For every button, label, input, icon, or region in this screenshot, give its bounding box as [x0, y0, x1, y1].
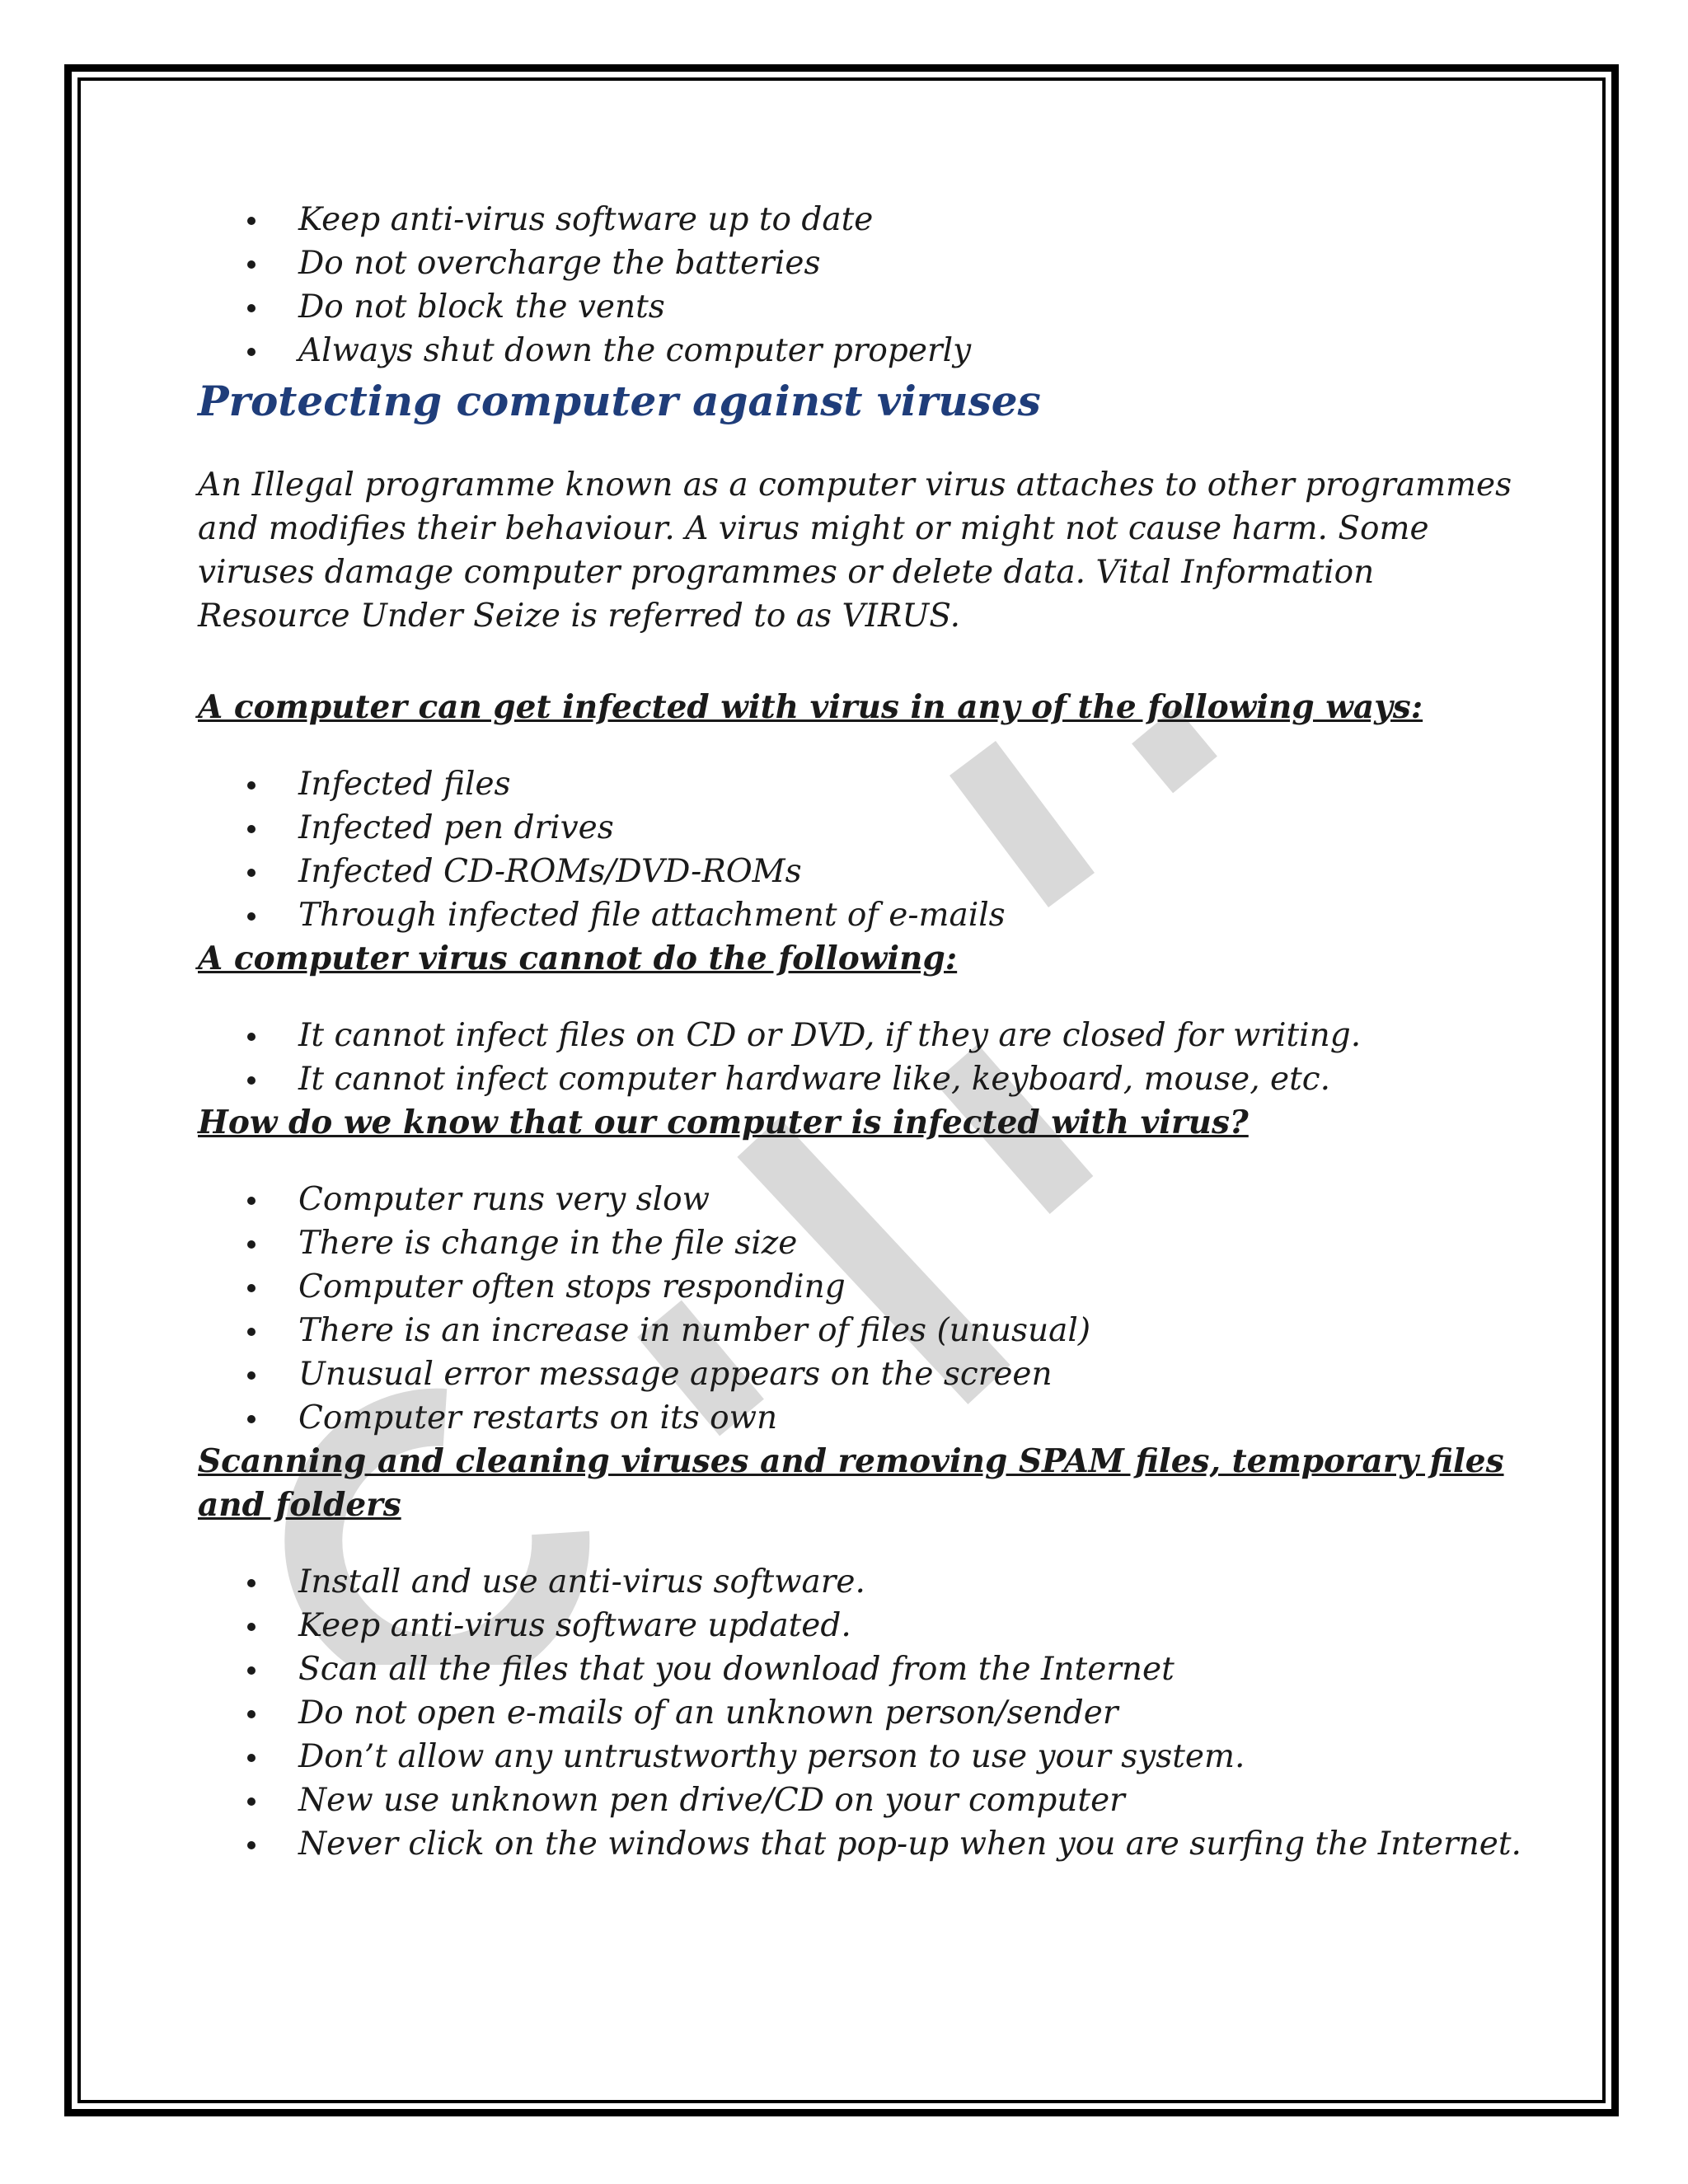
list-item: Don’t allow any untrustworthy person to use your system.	[198, 1735, 1517, 1779]
list-item: Keep anti-virus software up to date	[198, 198, 1517, 241]
bullet-icon	[247, 217, 256, 225]
cannot-do-list	[198, 1014, 1517, 1101]
bullet-icon	[247, 1371, 256, 1380]
list-item: It cannot infect files on CD or DVD, if they are closed for writing.	[198, 1014, 1517, 1057]
list-item: Computer runs very slow	[198, 1178, 1517, 1221]
symptoms-list	[198, 1178, 1517, 1440]
bullet-icon	[247, 781, 256, 790]
list-item: Unusual error message appears on the screen	[198, 1352, 1517, 1396]
list-item: Do not block the vents	[198, 285, 1517, 329]
bullet-icon	[247, 1197, 256, 1205]
list-item: Do not overcharge the batteries	[198, 241, 1517, 285]
bullet-icon	[247, 869, 256, 877]
intro-paragraph: An Illegal programme known as a computer virus attaches to other programmes and modifies their behaviour. A virus might or might not cause harm. Some viruses damage computer programmes or delete data. Vital Information Resource Under Seize is referred to as VIRUS.	[198, 466, 1512, 635]
bullet-icon	[247, 1076, 256, 1085]
intro-bullet-list	[198, 198, 1517, 373]
bullet-icon	[247, 1623, 256, 1631]
list-item: There is an increase in number of files (unusual)	[198, 1309, 1517, 1352]
symptoms-heading: How do we know that our computer is infected with virus?	[198, 1104, 1249, 1141]
bullet-icon	[247, 1240, 256, 1249]
list-item: Never click on the windows that pop-up when you are surfing the Internet.	[198, 1822, 1517, 1866]
bullet-icon	[247, 1797, 256, 1806]
list-item: Install and use anti-virus software.	[198, 1560, 1517, 1604]
infection-heading: A computer can get infected with virus in any of the following ways:	[198, 688, 1423, 726]
list-item: Infected pen drives	[198, 806, 1517, 850]
cleaning-list	[198, 1560, 1522, 1866]
list-item: New use unknown pen drive/CD on your computer	[198, 1779, 1517, 1822]
cannot-do-heading: A computer virus cannot do the following:	[198, 940, 958, 977]
list-item: Keep anti-virus software updated.	[198, 1604, 1517, 1647]
cleaning-heading: Scanning and cleaning viruses and removing SPAM files, temporary files and folders	[198, 1442, 1504, 1524]
document-body	[198, 198, 1522, 1866]
list-item: Do not open e-mails of an unknown person/sender	[198, 1691, 1517, 1735]
list-item: Scan all the files that you download from the Internet	[198, 1647, 1517, 1691]
infection-list	[198, 762, 1517, 937]
main-heading: Protecting computer against viruses	[198, 377, 1041, 425]
bullet-icon	[247, 1710, 256, 1718]
bullet-icon	[247, 260, 256, 269]
bullet-icon	[247, 1841, 256, 1849]
bullet-icon	[247, 1284, 256, 1292]
bullet-icon	[247, 1579, 256, 1587]
list-item: Infected files	[198, 762, 1517, 806]
list-item: Computer restarts on its own	[198, 1396, 1517, 1440]
bullet-icon	[247, 304, 256, 312]
list-item: It cannot infect computer hardware like, keyboard, mouse, etc.	[198, 1057, 1517, 1101]
bullet-icon	[247, 1415, 256, 1423]
list-item: Infected CD-ROMs/DVD-ROMs	[198, 850, 1517, 893]
bullet-icon	[247, 912, 256, 921]
list-item: Computer often stops responding	[198, 1265, 1517, 1309]
bullet-icon	[247, 825, 256, 833]
list-item: Always shut down the computer properly	[198, 329, 1517, 373]
bullet-icon	[247, 1754, 256, 1762]
list-item: Through infected file attachment of e-mails	[198, 893, 1517, 937]
bullet-icon	[247, 348, 256, 356]
bullet-icon	[247, 1666, 256, 1675]
list-item: There is change in the file size	[198, 1221, 1517, 1265]
bullet-icon	[247, 1328, 256, 1336]
bullet-icon	[247, 1033, 256, 1041]
